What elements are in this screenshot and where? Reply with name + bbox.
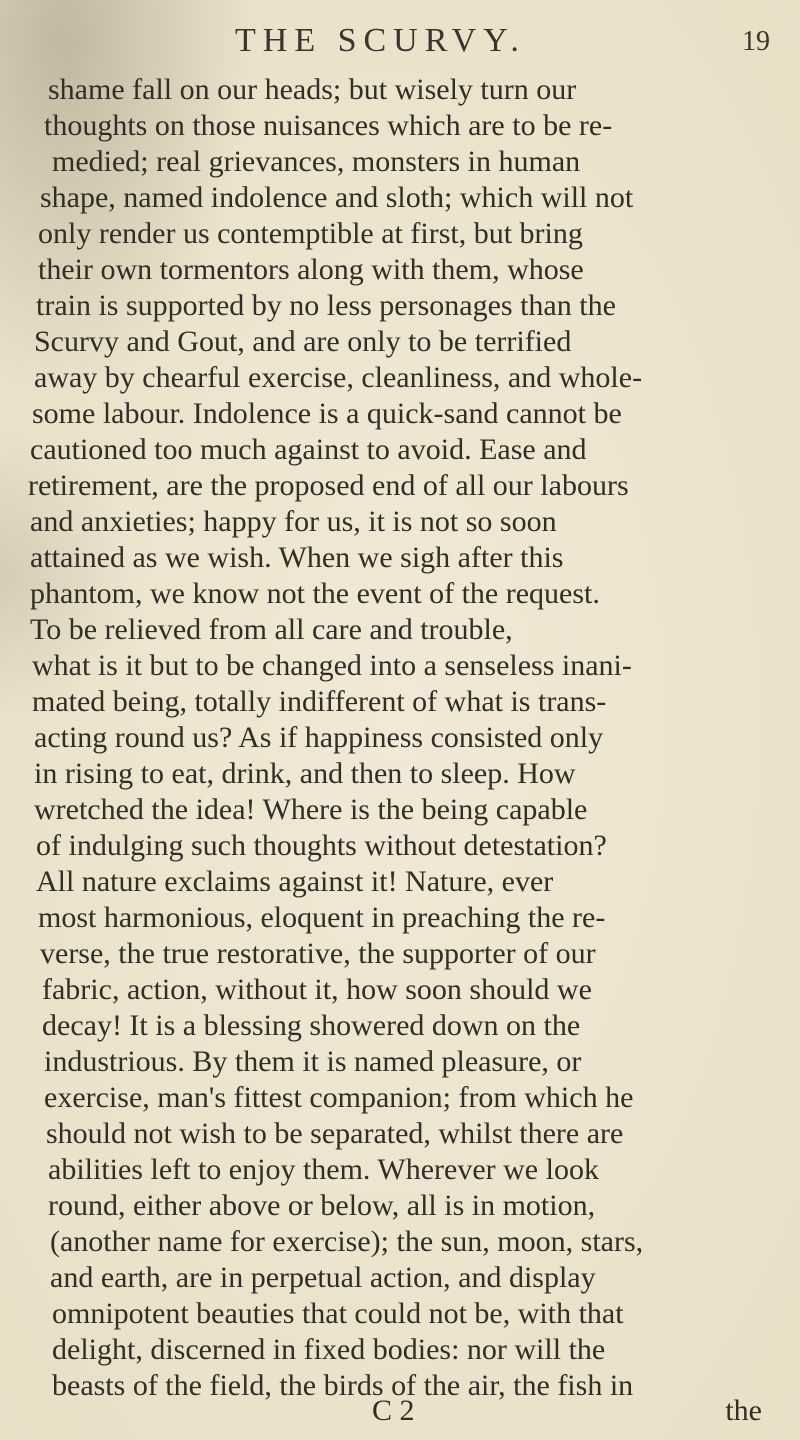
text-line: attained as we wish. When we sigh after this <box>30 541 564 574</box>
text-line: To be relieved from all care and trouble, <box>30 613 513 646</box>
text-line: of indulging such thoughts without detestation? <box>36 829 607 862</box>
text-line: phantom, we know not the event of the request. <box>30 577 600 610</box>
text-line: some labour. Indolence is a quick-sand cannot be <box>32 397 622 430</box>
text-line: All nature exclaims against it! Nature, ever <box>36 865 554 898</box>
text-line: away by chearful exercise, cleanliness, and whole- <box>34 361 643 394</box>
text-line: in rising to eat, drink, and then to sleep. How <box>34 757 576 790</box>
page-footer <box>0 1394 800 1434</box>
text-line: round, either above or below, all is in motion, <box>48 1189 596 1222</box>
text-line: what is it but to be changed into a senseless inani- <box>32 649 632 682</box>
text-line: exercise, man's fittest companion; from which he <box>44 1081 634 1114</box>
text-line: mated being, totally indifferent of what is trans- <box>32 685 607 718</box>
text-line: beasts of the field, the birds of the air, the fish in <box>52 1369 634 1402</box>
text-line: train is supported by no less personages than the <box>36 289 616 322</box>
text-line: verse, the true restorative, the supporter of our <box>40 937 596 970</box>
page-header <box>0 22 800 62</box>
text-line: and anxieties; happy for us, it is not so soon <box>30 505 557 538</box>
text-line: and earth, are in perpetual action, and display <box>50 1261 596 1294</box>
text-line: industrious. By them it is named pleasure, or <box>44 1045 582 1078</box>
text-line: decay! It is a blessing showered down on the <box>42 1009 581 1042</box>
text-line: should not wish to be separated, whilst there are <box>46 1117 624 1150</box>
text-line: only render us contemptible at first, but bring <box>38 217 583 250</box>
text-line: thoughts on those nuisances which are to be re- <box>44 109 613 142</box>
text-line: delight, discerned in fixed bodies: nor will the <box>52 1333 606 1366</box>
text-line: shame fall on our heads; but wisely turn our <box>48 73 577 106</box>
text-line: acting round us? As if happiness consisted only <box>34 721 604 754</box>
running-title: THE SCURVY. <box>235 22 526 59</box>
text-line: Scurvy and Gout, and are only to be terrified <box>34 325 572 358</box>
page-number: 19 <box>742 26 770 57</box>
text-line: most harmonious, eloquent in preaching the re- <box>38 901 606 934</box>
text-line: shape, named indolence and sloth; which will not <box>40 181 634 214</box>
text-line: their own tormentors along with them, whose <box>38 253 584 286</box>
text-line: cautioned too much against to avoid. Ease and <box>30 433 587 466</box>
catchword: the <box>725 1394 762 1427</box>
text-line: medied; real grievances, monsters in human <box>52 145 581 178</box>
signature-mark: C 2 <box>372 1394 415 1427</box>
text-line: wretched the idea! Where is the being capable <box>34 793 588 826</box>
text-line: (another name for exercise); the sun, moon, stars, <box>50 1225 644 1258</box>
text-line: abilities left to enjoy them. Wherever we look <box>48 1153 599 1186</box>
text-line: fabric, action, without it, how soon should we <box>42 973 592 1006</box>
text-line: retirement, are the proposed end of all our labours <box>28 469 629 502</box>
text-line: omnipotent beauties that could not be, with that <box>52 1297 624 1330</box>
